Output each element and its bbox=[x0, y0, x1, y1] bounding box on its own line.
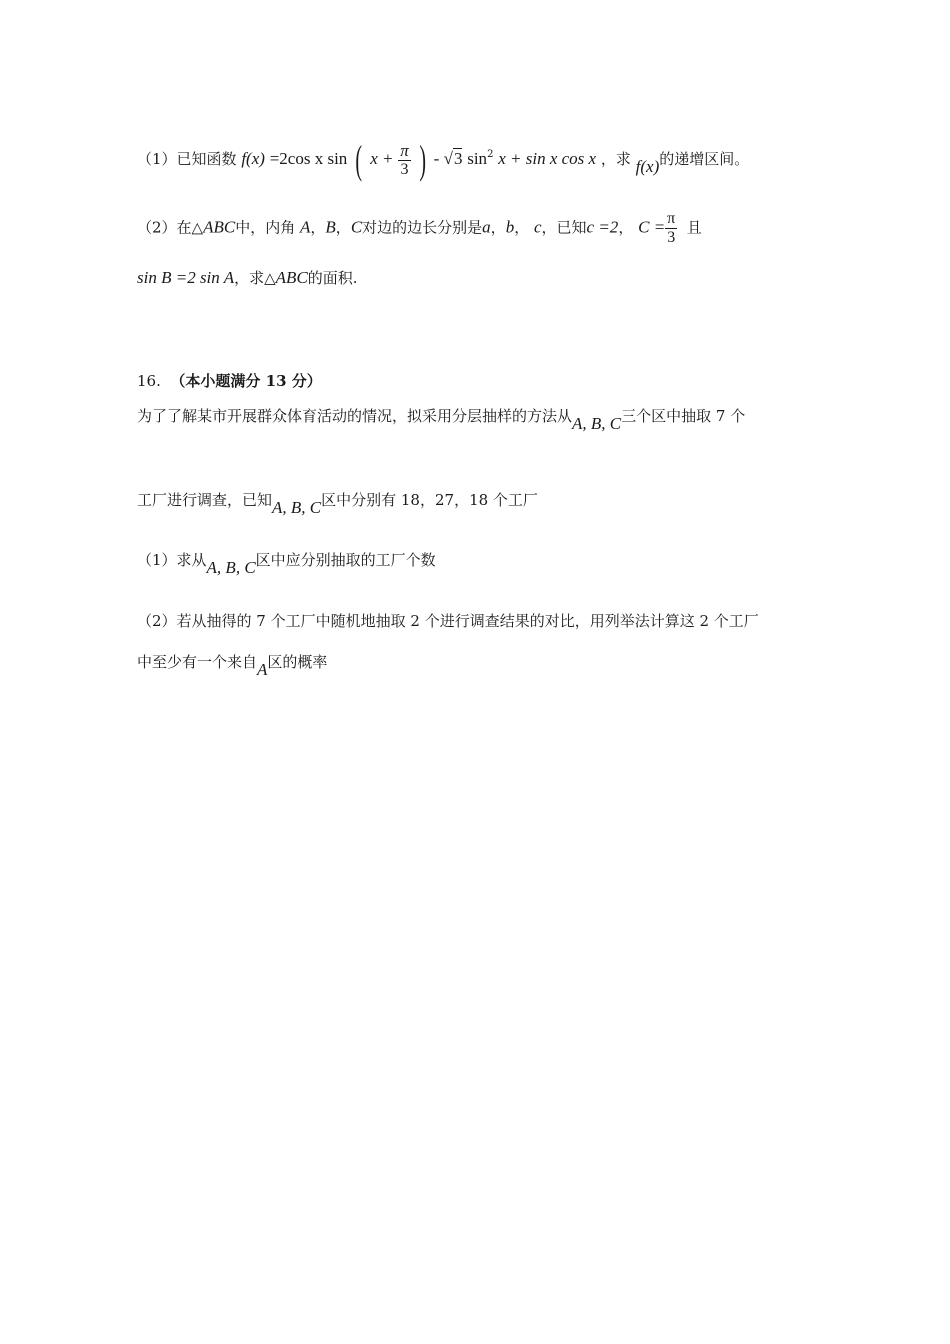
q16-intro-a: 为了了解某市开展群众体育活动的情况，拟采用分层抽样的方法从 bbox=[137, 407, 573, 425]
q16-part2-line2-a: 中至少有一个来自 bbox=[137, 653, 258, 671]
side-c: c bbox=[533, 217, 542, 237]
q15-part1-label: （1）已知函数 bbox=[137, 150, 237, 168]
q15-part1-line bbox=[137, 137, 750, 182]
q15-part2-line1: （2）在△ABC中，内角 A，B，C对边的边长分别是a，b， c，已知c =2， C = $\frac{\pi}{3}$ 且 bbox=[137, 210, 702, 246]
angle-a: A bbox=[300, 217, 311, 237]
q15-part2-text-c: 对边的边长分别是 bbox=[362, 218, 483, 237]
sinb-equation: sin B =2 sin A bbox=[137, 268, 235, 287]
function-f-of-x: f(x) bbox=[241, 149, 265, 168]
fraction-denominator: 3 bbox=[400, 160, 409, 178]
q16-line2 bbox=[137, 490, 538, 517]
q15-part2-text-b: 中，内角 bbox=[235, 218, 296, 237]
triangle-abc-2: ABC bbox=[275, 268, 308, 287]
fraction-numerator: π bbox=[400, 140, 409, 160]
q16-part2-line1 bbox=[137, 611, 759, 631]
ask-text: ，求 bbox=[600, 150, 631, 168]
a-var: A bbox=[257, 660, 268, 679]
expr-x-plus: x + bbox=[370, 149, 394, 168]
q15-part1-end: 的递增区间。 bbox=[659, 150, 750, 168]
comma: ， bbox=[335, 218, 351, 237]
angle-c-equals: C = bbox=[638, 217, 666, 237]
q16-heading-text: （本小题满分 13 分） bbox=[170, 372, 322, 390]
expr-tail: x + sin x cos x bbox=[498, 149, 597, 168]
fraction-pi-over-3-b bbox=[665, 210, 677, 247]
side-b: b bbox=[505, 217, 515, 237]
triangle-abc: ABC bbox=[203, 217, 236, 237]
q16-part2-line1-text: （2）若从抽得的 7 个工厂中随机地抽取 2 个进行调查结果的对比，用列举法计算这 2 个工厂 bbox=[137, 612, 759, 630]
q15-part2-text-a: （2）在△ bbox=[137, 218, 204, 237]
q16-part1-b: 区中应分别抽取的工厂个数 bbox=[255, 551, 436, 569]
minus-sign: - bbox=[433, 149, 444, 168]
fraction-denominator: 3 bbox=[667, 229, 676, 246]
qie-text: 且 bbox=[686, 218, 702, 237]
q16-part2-line2-b: 区的概率 bbox=[267, 653, 328, 671]
q16-part2-line2 bbox=[137, 652, 328, 679]
q16-line2-a: 工厂进行调查，已知 bbox=[137, 491, 273, 509]
fraction-pi-over-3 bbox=[398, 142, 411, 179]
right-paren: ) bbox=[418, 137, 426, 182]
q15-part2-line2-text: ，求△ bbox=[234, 269, 276, 287]
sin-func: sin bbox=[467, 149, 488, 168]
q15-part2-line2 bbox=[137, 268, 358, 288]
q16-intro-b: 三个区中抽取 7 个 bbox=[621, 407, 746, 425]
side-a: a bbox=[482, 217, 491, 237]
comma: ， bbox=[310, 218, 326, 237]
comma: ， bbox=[618, 218, 634, 237]
q16-part1-a: （1）求从 bbox=[137, 551, 207, 569]
sqrt-radicand: 3 bbox=[453, 149, 463, 168]
angle-b: B bbox=[325, 217, 336, 237]
abc-vars-3: A, B, C bbox=[206, 558, 256, 577]
sin-exponent: 2 bbox=[487, 149, 494, 160]
function-f-of-x-2: f(x) bbox=[635, 157, 660, 176]
left-paren: ( bbox=[355, 137, 363, 182]
abc-vars-1: A, B, C bbox=[572, 414, 622, 433]
q16-number: 16. bbox=[137, 372, 161, 390]
sqrt-3: √3 bbox=[443, 149, 463, 168]
q15-part2-text-d: ，已知 bbox=[541, 218, 587, 237]
abc-vars-2: A, B, C bbox=[272, 498, 322, 517]
q16-part1 bbox=[137, 550, 436, 577]
q16-line2-b: 区中分别有 18，27，18 个工厂 bbox=[321, 491, 538, 509]
q16-intro-line bbox=[137, 406, 746, 433]
q15-part2-line2-end: 的面积. bbox=[307, 269, 358, 287]
expr-2cosxsin: =2cos x sin bbox=[269, 149, 348, 168]
fraction-numerator: π bbox=[667, 210, 676, 227]
angle-c: C bbox=[350, 217, 363, 237]
q16-heading bbox=[137, 371, 322, 391]
c-equals-2: c =2 bbox=[586, 217, 619, 237]
